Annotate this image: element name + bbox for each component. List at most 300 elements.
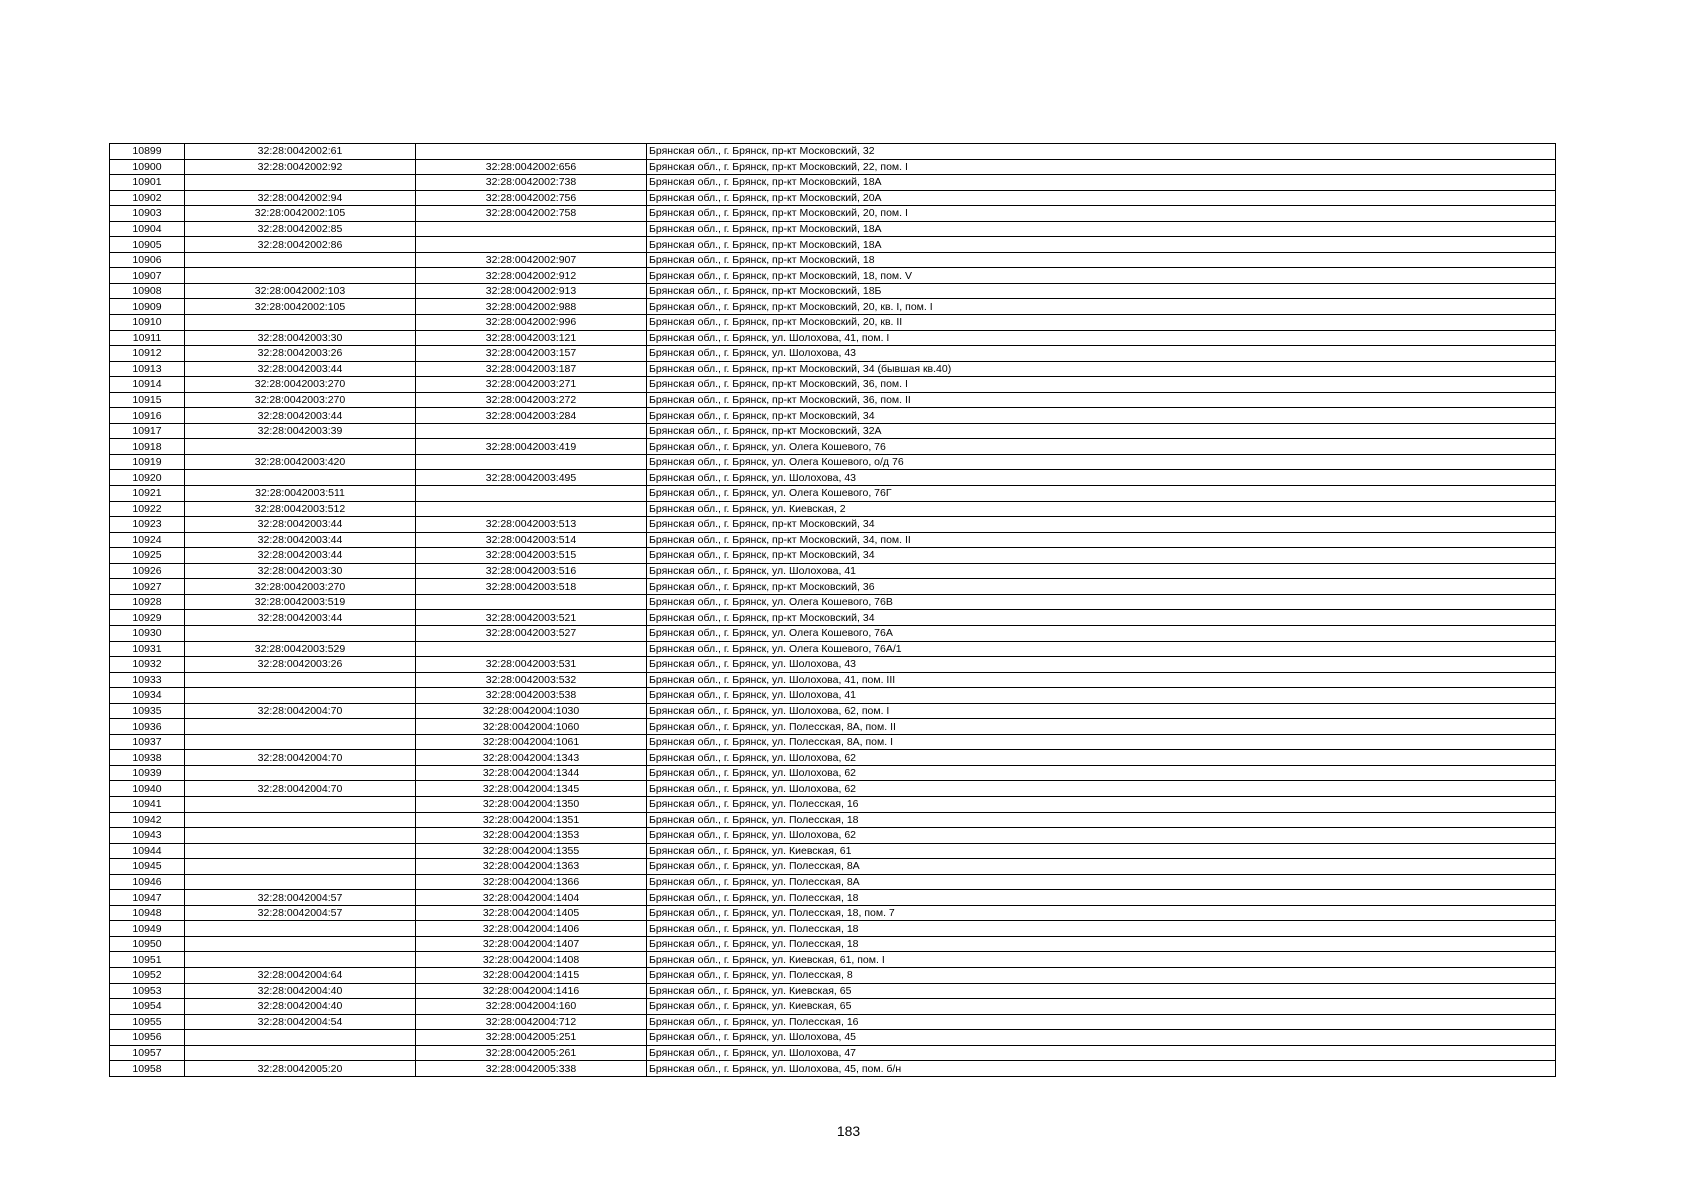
row-number-cell: 10940 <box>110 781 185 797</box>
table-row <box>110 439 1556 455</box>
address-cell: Брянская обл., г. Брянск, пр-кт Московский, 18А <box>647 237 1556 253</box>
object-cadastral-number-cell: 32:28:0042003:514 <box>416 532 647 548</box>
object-cadastral-number-cell: 32:28:0042004:712 <box>416 1014 647 1030</box>
land-cadastral-number-cell: 32:28:0042003:39 <box>185 423 416 439</box>
registry-table-body <box>110 144 1556 1077</box>
row-number-cell: 10909 <box>110 299 185 315</box>
land-cadastral-number-cell: 32:28:0042004:57 <box>185 905 416 921</box>
address-cell: Брянская обл., г. Брянск, ул. Шолохова, 41 <box>647 563 1556 579</box>
object-cadastral-number-cell: 32:28:0042002:756 <box>416 190 647 206</box>
object-cadastral-number-cell: 32:28:0042004:1344 <box>416 765 647 781</box>
object-cadastral-number-cell: 32:28:0042003:527 <box>416 625 647 641</box>
object-cadastral-number-cell <box>416 486 647 502</box>
land-cadastral-number-cell: 32:28:0042003:44 <box>185 408 416 424</box>
table-row <box>110 392 1556 408</box>
row-number-cell: 10920 <box>110 470 185 486</box>
table-row <box>110 812 1556 828</box>
object-cadastral-number-cell: 32:28:0042002:656 <box>416 159 647 175</box>
table-row <box>110 967 1556 983</box>
address-cell: Брянская обл., г. Брянск, ул. Шолохова, 62 <box>647 750 1556 766</box>
table-row <box>110 734 1556 750</box>
address-cell: Брянская обл., г. Брянск, ул. Шолохова, 45 <box>647 1030 1556 1046</box>
address-cell: Брянская обл., г. Брянск, ул. Шолохова, 45, пом. б/н <box>647 1061 1556 1077</box>
object-cadastral-number-cell: 32:28:0042003:419 <box>416 439 647 455</box>
table-row <box>110 330 1556 346</box>
address-cell: Брянская обл., г. Брянск, ул. Шолохова, 62, пом. I <box>647 703 1556 719</box>
row-number-cell: 10933 <box>110 672 185 688</box>
land-cadastral-number-cell: 32:28:0042003:270 <box>185 579 416 595</box>
land-cadastral-number-cell: 32:28:0042004:64 <box>185 967 416 983</box>
object-cadastral-number-cell: 32:28:0042003:518 <box>416 579 647 595</box>
land-cadastral-number-cell: 32:28:0042003:30 <box>185 563 416 579</box>
row-number-cell: 10946 <box>110 874 185 890</box>
table-row <box>110 532 1556 548</box>
table-row <box>110 1030 1556 1046</box>
address-cell: Брянская обл., г. Брянск, ул. Шолохова, 47 <box>647 1045 1556 1061</box>
land-cadastral-number-cell: 32:28:0042003:30 <box>185 330 416 346</box>
land-cadastral-number-cell: 32:28:0042002:103 <box>185 283 416 299</box>
land-cadastral-number-cell <box>185 439 416 455</box>
object-cadastral-number-cell <box>416 501 647 517</box>
row-number-cell: 10903 <box>110 206 185 222</box>
table-row <box>110 237 1556 253</box>
registry-table-container <box>109 143 1555 1077</box>
address-cell: Брянская обл., г. Брянск, пр-кт Московский, 34, пом. II <box>647 532 1556 548</box>
land-cadastral-number-cell <box>185 812 416 828</box>
land-cadastral-number-cell: 32:28:0042003:519 <box>185 594 416 610</box>
row-number-cell: 10910 <box>110 315 185 331</box>
address-cell: Брянская обл., г. Брянск, ул. Полесская, 18 <box>647 812 1556 828</box>
object-cadastral-number-cell: 32:28:0042002:988 <box>416 299 647 315</box>
table-row <box>110 315 1556 331</box>
object-cadastral-number-cell: 32:28:0042003:516 <box>416 563 647 579</box>
table-row <box>110 579 1556 595</box>
table-row <box>110 221 1556 237</box>
row-number-cell: 10949 <box>110 921 185 937</box>
table-row <box>110 828 1556 844</box>
table-row <box>110 781 1556 797</box>
row-number-cell: 10914 <box>110 377 185 393</box>
address-cell: Брянская обл., г. Брянск, пр-кт Московский, 34 (бывшая кв.40) <box>647 361 1556 377</box>
table-row <box>110 361 1556 377</box>
row-number-cell: 10948 <box>110 905 185 921</box>
object-cadastral-number-cell: 32:28:0042002:738 <box>416 175 647 191</box>
table-row <box>110 890 1556 906</box>
table-row <box>110 610 1556 626</box>
object-cadastral-number-cell: 32:28:0042004:160 <box>416 999 647 1015</box>
table-row <box>110 517 1556 533</box>
address-cell: Брянская обл., г. Брянск, пр-кт Московский, 36, пом. II <box>647 392 1556 408</box>
address-cell: Брянская обл., г. Брянск, пр-кт Московский, 32 <box>647 144 1556 160</box>
row-number-cell: 10918 <box>110 439 185 455</box>
table-row <box>110 548 1556 564</box>
table-row <box>110 377 1556 393</box>
address-cell: Брянская обл., г. Брянск, пр-кт Московский, 22, пом. I <box>647 159 1556 175</box>
row-number-cell: 10958 <box>110 1061 185 1077</box>
land-cadastral-number-cell <box>185 268 416 284</box>
row-number-cell: 10932 <box>110 657 185 673</box>
row-number-cell: 10906 <box>110 252 185 268</box>
object-cadastral-number-cell: 32:28:0042003:513 <box>416 517 647 533</box>
land-cadastral-number-cell <box>185 175 416 191</box>
table-row <box>110 936 1556 952</box>
object-cadastral-number-cell: 32:28:0042003:531 <box>416 657 647 673</box>
address-cell: Брянская обл., г. Брянск, ул. Шолохова, 41, пом. III <box>647 672 1556 688</box>
address-cell: Брянская обл., г. Брянск, ул. Шолохова, 62 <box>647 828 1556 844</box>
land-cadastral-number-cell: 32:28:0042003:26 <box>185 657 416 673</box>
table-row <box>110 159 1556 175</box>
row-number-cell: 10900 <box>110 159 185 175</box>
object-cadastral-number-cell: 32:28:0042003:515 <box>416 548 647 564</box>
table-row <box>110 796 1556 812</box>
address-cell: Брянская обл., г. Брянск, ул. Шолохова, 41 <box>647 688 1556 704</box>
land-cadastral-number-cell: 32:28:0042003:44 <box>185 610 416 626</box>
object-cadastral-number-cell: 32:28:0042004:1345 <box>416 781 647 797</box>
address-cell: Брянская обл., г. Брянск, ул. Полесская, 16 <box>647 796 1556 812</box>
address-cell: Брянская обл., г. Брянск, пр-кт Московский, 18Б <box>647 283 1556 299</box>
address-cell: Брянская обл., г. Брянск, ул. Олега Кошевого, 76А/1 <box>647 641 1556 657</box>
row-number-cell: 10917 <box>110 423 185 439</box>
row-number-cell: 10941 <box>110 796 185 812</box>
row-number-cell: 10934 <box>110 688 185 704</box>
address-cell: Брянская обл., г. Брянск, ул. Шолохова, 62 <box>647 781 1556 797</box>
row-number-cell: 10936 <box>110 719 185 735</box>
row-number-cell: 10943 <box>110 828 185 844</box>
land-cadastral-number-cell <box>185 688 416 704</box>
address-cell: Брянская обл., г. Брянск, пр-кт Московский, 20А <box>647 190 1556 206</box>
object-cadastral-number-cell: 32:28:0042004:1404 <box>416 890 647 906</box>
land-cadastral-number-cell: 32:28:0042004:70 <box>185 703 416 719</box>
table-row <box>110 283 1556 299</box>
object-cadastral-number-cell: 32:28:0042003:538 <box>416 688 647 704</box>
row-number-cell: 10947 <box>110 890 185 906</box>
page-number: 183 <box>836 1123 861 1139</box>
table-row <box>110 563 1556 579</box>
land-cadastral-number-cell: 32:28:0042003:420 <box>185 454 416 470</box>
row-number-cell: 10954 <box>110 999 185 1015</box>
object-cadastral-number-cell: 32:28:0042003:284 <box>416 408 647 424</box>
table-row <box>110 750 1556 766</box>
object-cadastral-number-cell <box>416 594 647 610</box>
row-number-cell: 10955 <box>110 1014 185 1030</box>
table-row <box>110 672 1556 688</box>
object-cadastral-number-cell: 32:28:0042003:187 <box>416 361 647 377</box>
land-cadastral-number-cell <box>185 252 416 268</box>
table-row <box>110 252 1556 268</box>
land-cadastral-number-cell <box>185 625 416 641</box>
land-cadastral-number-cell: 32:28:0042004:57 <box>185 890 416 906</box>
land-cadastral-number-cell <box>185 765 416 781</box>
object-cadastral-number-cell: 32:28:0042003:521 <box>416 610 647 626</box>
object-cadastral-number-cell: 32:28:0042002:758 <box>416 206 647 222</box>
table-row <box>110 999 1556 1015</box>
object-cadastral-number-cell: 32:28:0042004:1416 <box>416 983 647 999</box>
object-cadastral-number-cell: 32:28:0042003:495 <box>416 470 647 486</box>
land-cadastral-number-cell: 32:28:0042002:85 <box>185 221 416 237</box>
table-row <box>110 268 1556 284</box>
object-cadastral-number-cell: 32:28:0042004:1407 <box>416 936 647 952</box>
land-cadastral-number-cell: 32:28:0042004:40 <box>185 999 416 1015</box>
object-cadastral-number-cell: 32:28:0042003:121 <box>416 330 647 346</box>
table-row <box>110 408 1556 424</box>
row-number-cell: 10922 <box>110 501 185 517</box>
object-cadastral-number-cell: 32:28:0042004:1366 <box>416 874 647 890</box>
address-cell: Брянская обл., г. Брянск, ул. Полесская, 8А, пом. I <box>647 734 1556 750</box>
address-cell: Брянская обл., г. Брянск, ул. Киевская, 65 <box>647 999 1556 1015</box>
row-number-cell: 10939 <box>110 765 185 781</box>
address-cell: Брянская обл., г. Брянск, пр-кт Московский, 34 <box>647 610 1556 626</box>
table-row <box>110 765 1556 781</box>
table-row <box>110 594 1556 610</box>
table-row <box>110 454 1556 470</box>
object-cadastral-number-cell: 32:28:0042003:271 <box>416 377 647 393</box>
address-cell: Брянская обл., г. Брянск, пр-кт Московский, 34 <box>647 548 1556 564</box>
address-cell: Брянская обл., г. Брянск, ул. Полесская, 18 <box>647 890 1556 906</box>
address-cell: Брянская обл., г. Брянск, пр-кт Московский, 36 <box>647 579 1556 595</box>
address-cell: Брянская обл., г. Брянск, пр-кт Московский, 20, пом. I <box>647 206 1556 222</box>
row-number-cell: 10925 <box>110 548 185 564</box>
address-cell: Брянская обл., г. Брянск, ул. Киевская, 2 <box>647 501 1556 517</box>
row-number-cell: 10912 <box>110 346 185 362</box>
row-number-cell: 10950 <box>110 936 185 952</box>
land-cadastral-number-cell <box>185 936 416 952</box>
land-cadastral-number-cell <box>185 874 416 890</box>
address-cell: Брянская обл., г. Брянск, ул. Полесская, 18 <box>647 921 1556 937</box>
object-cadastral-number-cell: 32:28:0042004:1355 <box>416 843 647 859</box>
table-row <box>110 299 1556 315</box>
row-number-cell: 10930 <box>110 625 185 641</box>
land-cadastral-number-cell: 32:28:0042004:54 <box>185 1014 416 1030</box>
object-cadastral-number-cell: 32:28:0042005:261 <box>416 1045 647 1061</box>
address-cell: Брянская обл., г. Брянск, ул. Киевская, 61, пом. I <box>647 952 1556 968</box>
land-cadastral-number-cell <box>185 796 416 812</box>
object-cadastral-number-cell: 32:28:0042004:1350 <box>416 796 647 812</box>
address-cell: Брянская обл., г. Брянск, пр-кт Московский, 20, кв. I, пом. I <box>647 299 1556 315</box>
table-row <box>110 1014 1556 1030</box>
land-cadastral-number-cell <box>185 1030 416 1046</box>
row-number-cell: 10957 <box>110 1045 185 1061</box>
address-cell: Брянская обл., г. Брянск, ул. Шолохова, 43 <box>647 470 1556 486</box>
address-cell: Брянская обл., г. Брянск, ул. Шолохова, 43 <box>647 346 1556 362</box>
row-number-cell: 10945 <box>110 859 185 875</box>
table-row <box>110 470 1556 486</box>
land-cadastral-number-cell: 32:28:0042003:511 <box>185 486 416 502</box>
table-row <box>110 657 1556 673</box>
land-cadastral-number-cell: 32:28:0042003:270 <box>185 377 416 393</box>
object-cadastral-number-cell: 32:28:0042003:157 <box>416 346 647 362</box>
address-cell: Брянская обл., г. Брянск, ул. Шолохова, 43 <box>647 657 1556 673</box>
land-cadastral-number-cell <box>185 1045 416 1061</box>
object-cadastral-number-cell: 32:28:0042002:912 <box>416 268 647 284</box>
object-cadastral-number-cell: 32:28:0042002:996 <box>416 315 647 331</box>
address-cell: Брянская обл., г. Брянск, ул. Олега Кошевого, 76В <box>647 594 1556 610</box>
land-cadastral-number-cell: 32:28:0042002:94 <box>185 190 416 206</box>
land-cadastral-number-cell <box>185 734 416 750</box>
row-number-cell: 10904 <box>110 221 185 237</box>
object-cadastral-number-cell: 32:28:0042004:1060 <box>416 719 647 735</box>
land-cadastral-number-cell: 32:28:0042003:512 <box>185 501 416 517</box>
registry-table <box>109 143 1556 1077</box>
row-number-cell: 10902 <box>110 190 185 206</box>
address-cell: Брянская обл., г. Брянск, пр-кт Московский, 18А <box>647 175 1556 191</box>
table-row <box>110 1061 1556 1077</box>
address-cell: Брянская обл., г. Брянск, пр-кт Московский, 18А <box>647 221 1556 237</box>
object-cadastral-number-cell: 32:28:0042005:338 <box>416 1061 647 1077</box>
row-number-cell: 10913 <box>110 361 185 377</box>
object-cadastral-number-cell: 32:28:0042004:1030 <box>416 703 647 719</box>
object-cadastral-number-cell: 32:28:0042005:251 <box>416 1030 647 1046</box>
row-number-cell: 10956 <box>110 1030 185 1046</box>
address-cell: Брянская обл., г. Брянск, ул. Шолохова, 41, пом. I <box>647 330 1556 346</box>
land-cadastral-number-cell: 32:28:0042003:270 <box>185 392 416 408</box>
address-cell: Брянская обл., г. Брянск, ул. Полесская, 18, пом. 7 <box>647 905 1556 921</box>
land-cadastral-number-cell: 32:28:0042004:40 <box>185 983 416 999</box>
address-cell: Брянская обл., г. Брянск, ул. Олега Кошевого, 76Г <box>647 486 1556 502</box>
address-cell: Брянская обл., г. Брянск, ул. Полесская, 16 <box>647 1014 1556 1030</box>
table-row <box>110 1045 1556 1061</box>
object-cadastral-number-cell: 32:28:0042004:1363 <box>416 859 647 875</box>
row-number-cell: 10944 <box>110 843 185 859</box>
row-number-cell: 10919 <box>110 454 185 470</box>
table-row <box>110 501 1556 517</box>
land-cadastral-number-cell: 32:28:0042003:44 <box>185 532 416 548</box>
row-number-cell: 10927 <box>110 579 185 595</box>
table-row <box>110 625 1556 641</box>
land-cadastral-number-cell <box>185 672 416 688</box>
land-cadastral-number-cell: 32:28:0042003:44 <box>185 361 416 377</box>
address-cell: Брянская обл., г. Брянск, ул. Шолохова, 62 <box>647 765 1556 781</box>
land-cadastral-number-cell: 32:28:0042004:70 <box>185 750 416 766</box>
object-cadastral-number-cell: 32:28:0042004:1408 <box>416 952 647 968</box>
object-cadastral-number-cell: 32:28:0042004:1343 <box>416 750 647 766</box>
address-cell: Брянская обл., г. Брянск, ул. Полесская, 8А, пом. II <box>647 719 1556 735</box>
object-cadastral-number-cell: 32:28:0042003:532 <box>416 672 647 688</box>
land-cadastral-number-cell <box>185 719 416 735</box>
row-number-cell: 10916 <box>110 408 185 424</box>
address-cell: Брянская обл., г. Брянск, пр-кт Московский, 36, пом. I <box>647 377 1556 393</box>
object-cadastral-number-cell <box>416 237 647 253</box>
object-cadastral-number-cell <box>416 423 647 439</box>
table-row <box>110 703 1556 719</box>
address-cell: Брянская обл., г. Брянск, пр-кт Московский, 34 <box>647 408 1556 424</box>
row-number-cell: 10905 <box>110 237 185 253</box>
table-row <box>110 486 1556 502</box>
row-number-cell: 10907 <box>110 268 185 284</box>
address-cell: Брянская обл., г. Брянск, пр-кт Московский, 32А <box>647 423 1556 439</box>
table-row <box>110 843 1556 859</box>
row-number-cell: 10928 <box>110 594 185 610</box>
land-cadastral-number-cell <box>185 843 416 859</box>
object-cadastral-number-cell <box>416 144 647 160</box>
table-row <box>110 190 1556 206</box>
object-cadastral-number-cell: 32:28:0042002:913 <box>416 283 647 299</box>
address-cell: Брянская обл., г. Брянск, пр-кт Московский, 18, пом. V <box>647 268 1556 284</box>
table-row <box>110 688 1556 704</box>
land-cadastral-number-cell: 32:28:0042005:20 <box>185 1061 416 1077</box>
object-cadastral-number-cell: 32:28:0042004:1405 <box>416 905 647 921</box>
row-number-cell: 10901 <box>110 175 185 191</box>
object-cadastral-number-cell: 32:28:0042004:1351 <box>416 812 647 828</box>
table-row <box>110 346 1556 362</box>
table-row <box>110 983 1556 999</box>
row-number-cell: 10921 <box>110 486 185 502</box>
address-cell: Брянская обл., г. Брянск, ул. Полесская, 8А <box>647 874 1556 890</box>
row-number-cell: 10935 <box>110 703 185 719</box>
row-number-cell: 10908 <box>110 283 185 299</box>
row-number-cell: 10926 <box>110 563 185 579</box>
land-cadastral-number-cell <box>185 828 416 844</box>
table-row <box>110 719 1556 735</box>
object-cadastral-number-cell: 32:28:0042004:1415 <box>416 967 647 983</box>
table-row <box>110 952 1556 968</box>
land-cadastral-number-cell: 32:28:0042003:26 <box>185 346 416 362</box>
object-cadastral-number-cell: 32:28:0042003:272 <box>416 392 647 408</box>
land-cadastral-number-cell <box>185 921 416 937</box>
row-number-cell: 10952 <box>110 967 185 983</box>
row-number-cell: 10923 <box>110 517 185 533</box>
row-number-cell: 10911 <box>110 330 185 346</box>
land-cadastral-number-cell: 32:28:0042002:92 <box>185 159 416 175</box>
land-cadastral-number-cell: 32:28:0042002:105 <box>185 299 416 315</box>
object-cadastral-number-cell: 32:28:0042004:1353 <box>416 828 647 844</box>
address-cell: Брянская обл., г. Брянск, ул. Полесская, 8 <box>647 967 1556 983</box>
land-cadastral-number-cell: 32:28:0042002:61 <box>185 144 416 160</box>
row-number-cell: 10938 <box>110 750 185 766</box>
object-cadastral-number-cell <box>416 641 647 657</box>
object-cadastral-number-cell: 32:28:0042002:907 <box>416 252 647 268</box>
object-cadastral-number-cell: 32:28:0042004:1406 <box>416 921 647 937</box>
table-row <box>110 874 1556 890</box>
row-number-cell: 10953 <box>110 983 185 999</box>
row-number-cell: 10951 <box>110 952 185 968</box>
land-cadastral-number-cell: 32:28:0042003:44 <box>185 517 416 533</box>
land-cadastral-number-cell: 32:28:0042002:105 <box>185 206 416 222</box>
row-number-cell: 10899 <box>110 144 185 160</box>
address-cell: Брянская обл., г. Брянск, пр-кт Московский, 18 <box>647 252 1556 268</box>
object-cadastral-number-cell <box>416 221 647 237</box>
land-cadastral-number-cell <box>185 952 416 968</box>
row-number-cell: 10937 <box>110 734 185 750</box>
land-cadastral-number-cell: 32:28:0042003:44 <box>185 548 416 564</box>
table-row <box>110 144 1556 160</box>
address-cell: Брянская обл., г. Брянск, пр-кт Московский, 34 <box>647 517 1556 533</box>
address-cell: Брянская обл., г. Брянск, ул. Полесская, 18 <box>647 936 1556 952</box>
object-cadastral-number-cell <box>416 454 647 470</box>
land-cadastral-number-cell: 32:28:0042002:86 <box>185 237 416 253</box>
row-number-cell: 10929 <box>110 610 185 626</box>
row-number-cell: 10931 <box>110 641 185 657</box>
object-cadastral-number-cell: 32:28:0042004:1061 <box>416 734 647 750</box>
land-cadastral-number-cell <box>185 859 416 875</box>
address-cell: Брянская обл., г. Брянск, ул. Полесская, 8А <box>647 859 1556 875</box>
table-row <box>110 921 1556 937</box>
table-row <box>110 905 1556 921</box>
table-row <box>110 206 1556 222</box>
land-cadastral-number-cell: 32:28:0042003:529 <box>185 641 416 657</box>
address-cell: Брянская обл., г. Брянск, ул. Олега Кошевого, о/д 76 <box>647 454 1556 470</box>
row-number-cell: 10924 <box>110 532 185 548</box>
row-number-cell: 10942 <box>110 812 185 828</box>
table-row <box>110 641 1556 657</box>
address-cell: Брянская обл., г. Брянск, ул. Олега Кошевого, 76А <box>647 625 1556 641</box>
row-number-cell: 10915 <box>110 392 185 408</box>
address-cell: Брянская обл., г. Брянск, пр-кт Московский, 20, кв. II <box>647 315 1556 331</box>
table-row <box>110 859 1556 875</box>
address-cell: Брянская обл., г. Брянск, ул. Киевская, 65 <box>647 983 1556 999</box>
land-cadastral-number-cell <box>185 315 416 331</box>
land-cadastral-number-cell: 32:28:0042004:70 <box>185 781 416 797</box>
table-row <box>110 423 1556 439</box>
